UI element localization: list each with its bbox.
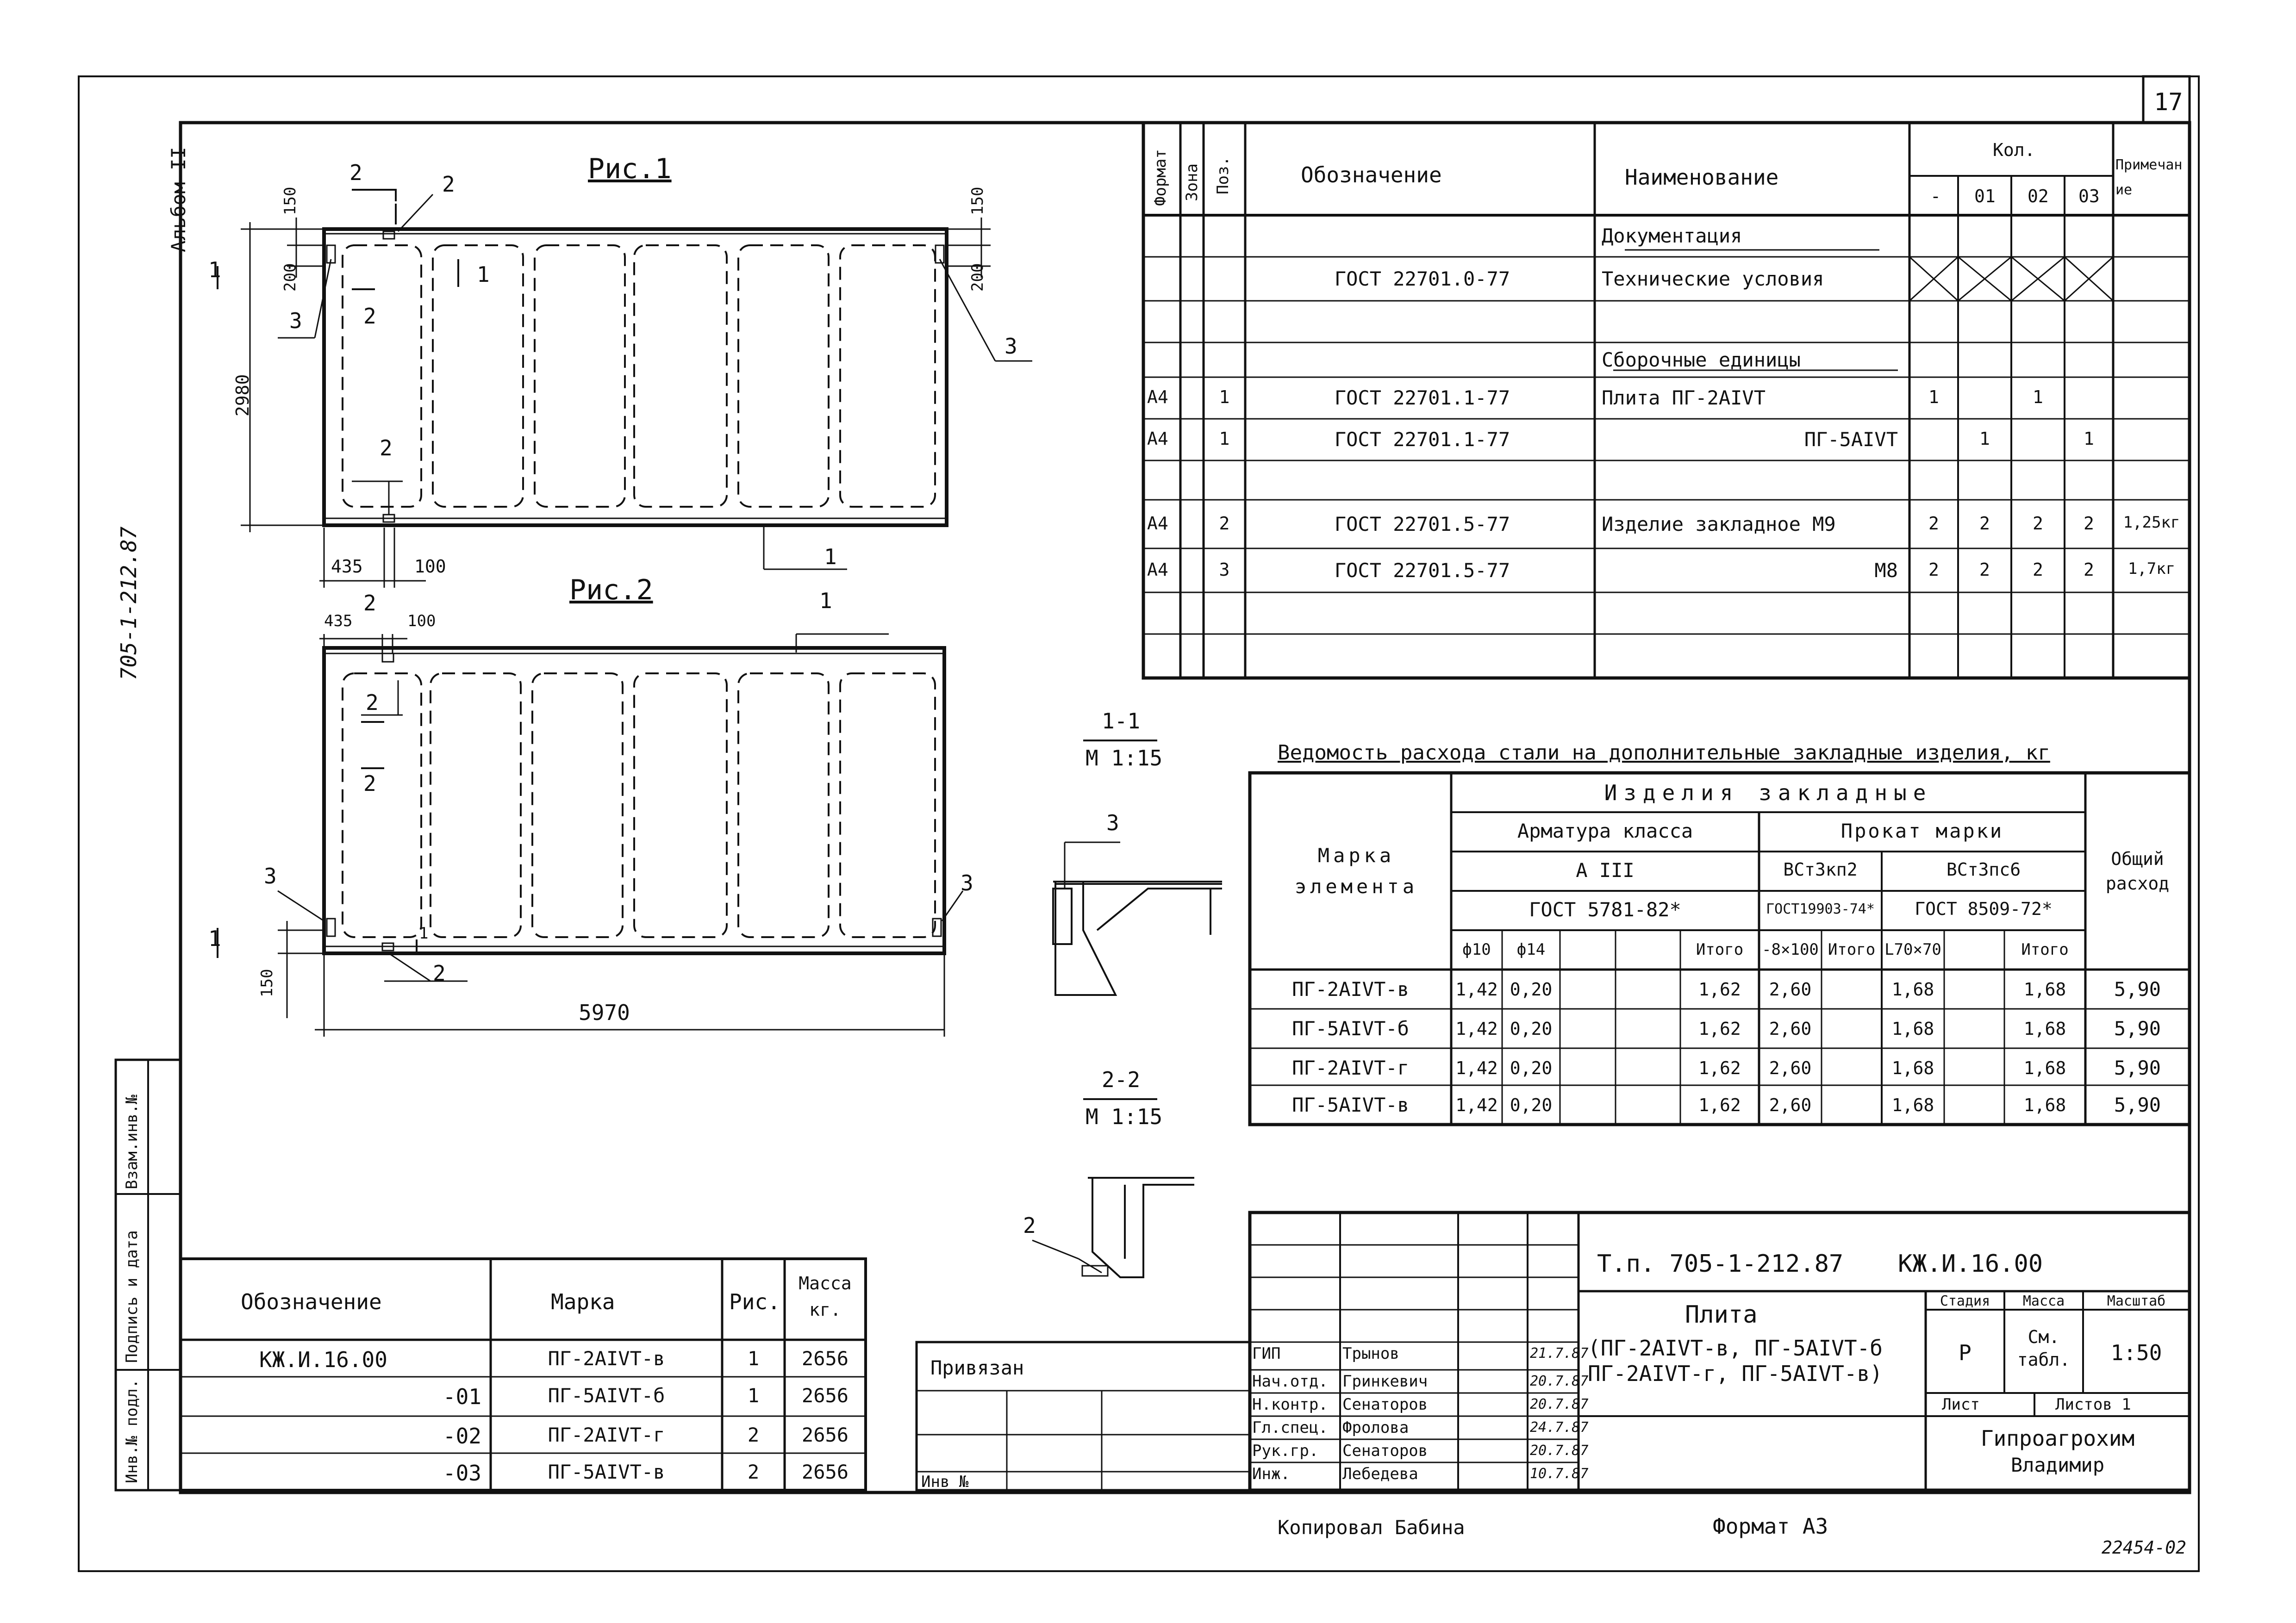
spec-h-name: Наименование	[1625, 165, 1779, 190]
spec-cell-q1: 2	[1979, 513, 1990, 534]
fig1-dim-100: 100	[414, 556, 446, 577]
privyazan-inv: Инв №	[921, 1473, 969, 1491]
spec-cell-q3: 1	[2084, 429, 2094, 449]
marks-row-designation: -01	[443, 1384, 481, 1409]
tb-name-line2: ПГ-2АIVТ-г, ПГ-5АIVТ-в)	[1588, 1361, 1883, 1386]
section-2-2-scale: М 1:15	[1086, 1104, 1163, 1129]
fig1-dim-435: 435	[331, 556, 363, 577]
steel-row-value: 0,20	[1510, 1058, 1553, 1078]
tb-org: Гипроагрохим	[1980, 1426, 2135, 1451]
footer-copied: Копировал Бабина	[1278, 1516, 1465, 1539]
spec-cell-q0: 1	[1928, 387, 1939, 407]
fig2-callout-2-bottom: 2	[433, 961, 446, 986]
fig2-title: Рис.2	[569, 574, 653, 606]
section-2-2-callout: 2	[1023, 1213, 1036, 1238]
spec-cell-pos: 2	[1219, 513, 1230, 534]
marks-row-designation: КЖ.И.16.00	[259, 1347, 387, 1372]
section-1-1-title: 1-1	[1102, 709, 1141, 734]
fig1-section-2-inner: 2	[363, 304, 376, 329]
marks-h-des: Обозначение	[241, 1289, 382, 1314]
fig1-section-1-inner: 1	[477, 262, 490, 287]
marks-row-mass: 2656	[801, 1424, 849, 1446]
signer-date: 20.7.87	[1530, 1373, 1589, 1389]
steel-h-vst1: ВСт3кп2	[1783, 859, 1858, 880]
steel-row-value: 1,62	[1698, 1019, 1741, 1039]
steel-h-vst1-gost: ГОСТ19903-74*	[1766, 901, 1875, 917]
fig2-callout-1: 1	[819, 588, 832, 613]
steel-col-header: Итого	[1828, 940, 1876, 959]
fig2-dim-5970: 5970	[579, 1000, 630, 1025]
signer-date: 10.7.87	[1530, 1466, 1589, 1482]
steel-col-header: Итого	[1696, 940, 1744, 959]
fig2-dim-150: 150	[258, 969, 276, 997]
fig1-dim-200-left: 200	[281, 263, 299, 292]
marks-row-mass: 2656	[801, 1384, 849, 1407]
spec-h-zone: Зона	[1183, 163, 1201, 201]
spec-cell-name: Документация	[1602, 224, 1742, 247]
fig2-dim-100: 100	[407, 612, 436, 630]
spec-cell-name: ПГ-5АIVТ	[1804, 428, 1898, 451]
spec-h-note: Примечание	[2115, 157, 2183, 198]
tb-mass: См. табл.	[2017, 1327, 2071, 1370]
fig2-dim-435: 435	[324, 612, 353, 630]
steel-col-header: -8×100	[1762, 940, 1819, 959]
spec-h-q3: 03	[2078, 186, 2100, 206]
spec-h-designation: Обозначение	[1301, 162, 1442, 187]
marks-h-mark: Марка	[551, 1289, 615, 1314]
marks-row-fig: 1	[747, 1347, 760, 1370]
tb-doc: КЖ.И.16.00	[1898, 1250, 2043, 1278]
steel-row-value: 2,60	[1769, 1095, 1812, 1115]
signer-date: 20.7.87	[1530, 1396, 1589, 1412]
spec-h-q1: 01	[1974, 186, 1996, 206]
strip-inv-podl: Инв.№ подл.	[123, 1379, 141, 1483]
spec-h-pos: Поз.	[1214, 156, 1232, 194]
marks-row-mark: ПГ-2АIVТ-г	[548, 1424, 665, 1446]
steel-h-arm: Арматура класса	[1517, 820, 1693, 842]
spec-cell-q2: 2	[2033, 513, 2043, 534]
steel-h-vst2: ВСт3пс6	[1946, 859, 2021, 880]
fig2-callout-2-upper: 2	[366, 690, 379, 715]
steel-row-value: 2,60	[1769, 1019, 1812, 1039]
spec-cell-format: А4	[1147, 387, 1168, 407]
privyazan-label: Привязан	[930, 1356, 1024, 1379]
signer-role: Гл.спец.	[1252, 1418, 1328, 1437]
tb-sheet: Лист	[1942, 1395, 1980, 1414]
steel-row-total: 5,90	[2114, 1017, 2161, 1040]
signer-date: 21.7.87	[1530, 1345, 1589, 1362]
spec-h-q0: -	[1930, 186, 1941, 206]
album-label: Альбом II	[167, 147, 190, 252]
signer-date: 24.7.87	[1530, 1419, 1589, 1436]
signer-role: ГИП	[1252, 1344, 1281, 1363]
spec-cell-name: Сборочные единицы	[1602, 348, 1801, 371]
steel-row-value: 1,68	[2023, 1095, 2066, 1115]
spec-cell-pos: 1	[1219, 429, 1230, 449]
spec-cell-format: А4	[1147, 429, 1168, 449]
spec-cell-q1: 2	[1979, 559, 1990, 580]
steel-h-izd: Изделия закладные	[1604, 780, 1933, 805]
steel-row-mark: ПГ-5АIVТ-б	[1292, 1017, 1409, 1040]
spec-h-q2: 02	[2028, 186, 2049, 206]
steel-row-total: 5,90	[2114, 1094, 2161, 1116]
steel-row-value: 1,68	[2023, 979, 2066, 1000]
steel-row-value: 1,42	[1455, 1095, 1498, 1115]
signer-name: Гринкевич	[1342, 1372, 1428, 1391]
signer-role: Рук.гр.	[1252, 1442, 1319, 1460]
spec-cell-designation: ГОСТ 22701.5-77	[1334, 559, 1510, 582]
spec-h-format: Формат	[1151, 149, 1170, 206]
marks-row-mass: 2656	[801, 1461, 849, 1483]
spec-cell-name: Плита ПГ-2АIVТ	[1602, 386, 1766, 409]
marks-h-fig: Рис.	[729, 1289, 780, 1314]
tb-org-city: Владимир	[2010, 1454, 2105, 1476]
fig2-callout-3-right: 3	[961, 871, 973, 895]
signer-role: Инж.	[1252, 1465, 1290, 1483]
fig2-section-2-mid: 2	[363, 771, 376, 796]
steel-row-total: 5,90	[2114, 978, 2161, 1001]
fig2-section-1-right: 1	[419, 924, 429, 943]
steel-col-header: L70×70	[1884, 940, 1941, 959]
side-code: 705-1-212.87	[116, 526, 141, 680]
steel-h-arm-cls: А III	[1576, 859, 1635, 882]
fig1-section-1-left: 1	[208, 257, 221, 282]
steel-row-mark: ПГ-2АIVТ-г	[1292, 1057, 1409, 1079]
steel-h-marka: Марка элемента	[1294, 844, 1418, 898]
steel-col-header: ф10	[1462, 940, 1491, 959]
spec-cell-q0: 2	[1928, 513, 1939, 534]
footer-archive: 22454-02	[2102, 1537, 2187, 1558]
marks-row-mass: 2656	[801, 1347, 849, 1370]
spec-cell-q3: 2	[2084, 513, 2094, 534]
tb-name-line1: (ПГ-2АIVТ-в, ПГ-5АIVТ-б	[1588, 1336, 1883, 1361]
tb-scale-h: Масштаб	[2107, 1293, 2166, 1309]
signer-name: Лебедева	[1342, 1465, 1418, 1483]
signer-name: Сенаторов	[1342, 1442, 1428, 1460]
spec-cell-pos: 3	[1219, 559, 1230, 580]
steel-row-value: 1,42	[1455, 979, 1498, 1000]
steel-row-total: 5,90	[2114, 1057, 2161, 1079]
fig1-dim-150-left: 150	[281, 187, 299, 215]
steel-h-vst2-gost: ГОСТ 8509-72*	[1915, 899, 2053, 919]
steel-h-arm-gost: ГОСТ 5781-82*	[1529, 898, 1681, 921]
signer-date: 20.7.87	[1530, 1443, 1589, 1459]
spec-cell-name: М8	[1874, 559, 1898, 582]
spec-cell-designation: ГОСТ 22701.5-77	[1334, 512, 1510, 535]
marks-row-fig: 2	[747, 1424, 760, 1446]
steel-row-value: 1,68	[2023, 1058, 2066, 1078]
marks-row-fig: 1	[747, 1384, 760, 1407]
fig1-section-2-top: 2	[349, 160, 362, 185]
steel-row-value: 1,68	[2023, 1019, 2066, 1039]
steel-row-value: 1,62	[1698, 979, 1741, 1000]
spec-cell-q1: 1	[1979, 429, 1990, 449]
steel-row-value: 2,60	[1769, 1058, 1812, 1078]
fig2-callout-3-left: 3	[264, 864, 277, 889]
fig1-callout-1: 1	[824, 544, 837, 569]
marks-row-mark: ПГ-5АIVТ-в	[548, 1461, 665, 1483]
steel-row-mark: ПГ-5АIVТ-в	[1292, 1094, 1409, 1116]
spec-cell-q3: 2	[2084, 559, 2094, 580]
spec-cell-designation: ГОСТ 22701.1-77	[1334, 386, 1510, 409]
tb-mass-h: Масса	[2022, 1293, 2065, 1309]
steel-h-total: Общий расход	[2105, 849, 2170, 894]
section-2-2-title: 2-2	[1102, 1067, 1141, 1092]
spec-cell-designation: ГОСТ 22701.0-77	[1334, 267, 1510, 290]
tb-name-title: Плита	[1685, 1301, 1758, 1329]
signer-name: Фролова	[1342, 1418, 1409, 1437]
steel-h-prokat: Прокат марки	[1841, 820, 2004, 842]
spec-cell-note: 1,7кг	[2128, 559, 2176, 578]
tb-code: Т.п. 705-1-212.87	[1597, 1250, 1844, 1278]
fig1-dim-150-right: 150	[968, 187, 987, 215]
steel-row-value: 1,62	[1698, 1058, 1741, 1078]
steel-col-header: Итого	[2021, 940, 2069, 959]
fig1-callout-3-left: 3	[289, 308, 302, 333]
marks-row-designation: -03	[443, 1461, 481, 1486]
steel-row-value: 1,68	[1891, 1058, 1934, 1078]
steel-row-mark: ПГ-2АIVТ-в	[1292, 978, 1409, 1001]
spec-cell-designation: ГОСТ 22701.1-77	[1334, 428, 1510, 451]
fig1-callout-2-bottom: 2	[380, 435, 393, 460]
signer-role: Н.контр.	[1252, 1395, 1328, 1414]
page-number: 17	[2154, 88, 2183, 116]
tb-scale: 1:50	[2110, 1340, 2162, 1365]
steel-row-value: 2,60	[1769, 979, 1812, 1000]
marks-h-mass: Масса кг.	[799, 1273, 852, 1320]
spec-cell-format: А4	[1147, 559, 1168, 580]
spec-cell-q0: 2	[1928, 559, 1939, 580]
section-1-1-scale: М 1:15	[1086, 746, 1163, 771]
footer-format: Формат А3	[1713, 1514, 1828, 1539]
fig1-callout-3-right: 3	[1004, 334, 1017, 359]
spec-cell-q2: 2	[2033, 559, 2043, 580]
steel-row-value: 1,42	[1455, 1019, 1498, 1039]
fig2-section-1-left: 1	[208, 926, 221, 951]
tb-stage-h: Стадия	[1940, 1293, 1990, 1309]
steel-row-value: 0,20	[1510, 1019, 1553, 1039]
steel-title: Ведомость расхода стали на дополнительные закладные изделия, кг	[1278, 741, 2050, 765]
steel-row-value: 1,68	[1891, 979, 1934, 1000]
spec-cell-pos: 1	[1219, 387, 1230, 407]
spec-cell-name: Технические условия	[1602, 267, 1824, 290]
steel-row-value: 1,68	[1891, 1019, 1934, 1039]
marks-row-fig: 2	[747, 1461, 760, 1483]
steel-row-value: 1,62	[1698, 1095, 1741, 1115]
strip-vzam: Взам.инв.№	[123, 1094, 141, 1189]
spec-cell-q2: 1	[2033, 387, 2043, 407]
fig2-section-2-top: 2	[363, 591, 376, 616]
signer-name: Трынов	[1342, 1344, 1399, 1363]
spec-cell-name: Изделие закладное М9	[1602, 512, 1836, 535]
signer-role: Нач.отд.	[1252, 1372, 1328, 1391]
tb-stage: Р	[1959, 1340, 1972, 1365]
spec-cell-note: 1,25кг	[2123, 513, 2180, 532]
fig1-callout-2-top: 2	[442, 172, 455, 197]
steel-row-value: 0,20	[1510, 1095, 1553, 1115]
fig1-dim-200-right: 200	[968, 263, 987, 292]
tb-sheets: Листов 1	[2055, 1395, 2131, 1414]
fig1-dim-2980: 2980	[232, 374, 253, 417]
strip-podpis: Подпись и дата	[123, 1230, 141, 1363]
marks-row-mark: ПГ-2АIVТ-в	[548, 1347, 665, 1370]
marks-row-designation: -02	[443, 1424, 481, 1449]
steel-row-value: 0,20	[1510, 979, 1553, 1000]
section-1-1-callout: 3	[1106, 810, 1119, 835]
marks-row-mark: ПГ-5АIVТ-б	[548, 1384, 665, 1407]
spec-h-qty: Кол.	[1993, 140, 2035, 160]
steel-row-value: 1,42	[1455, 1058, 1498, 1078]
fig1-title: Рис.1	[588, 153, 672, 185]
spec-cell-format: А4	[1147, 513, 1168, 534]
steel-col-header: ф14	[1516, 940, 1546, 959]
signer-name: Сенаторов	[1342, 1395, 1428, 1414]
steel-row-value: 1,68	[1891, 1095, 1934, 1115]
